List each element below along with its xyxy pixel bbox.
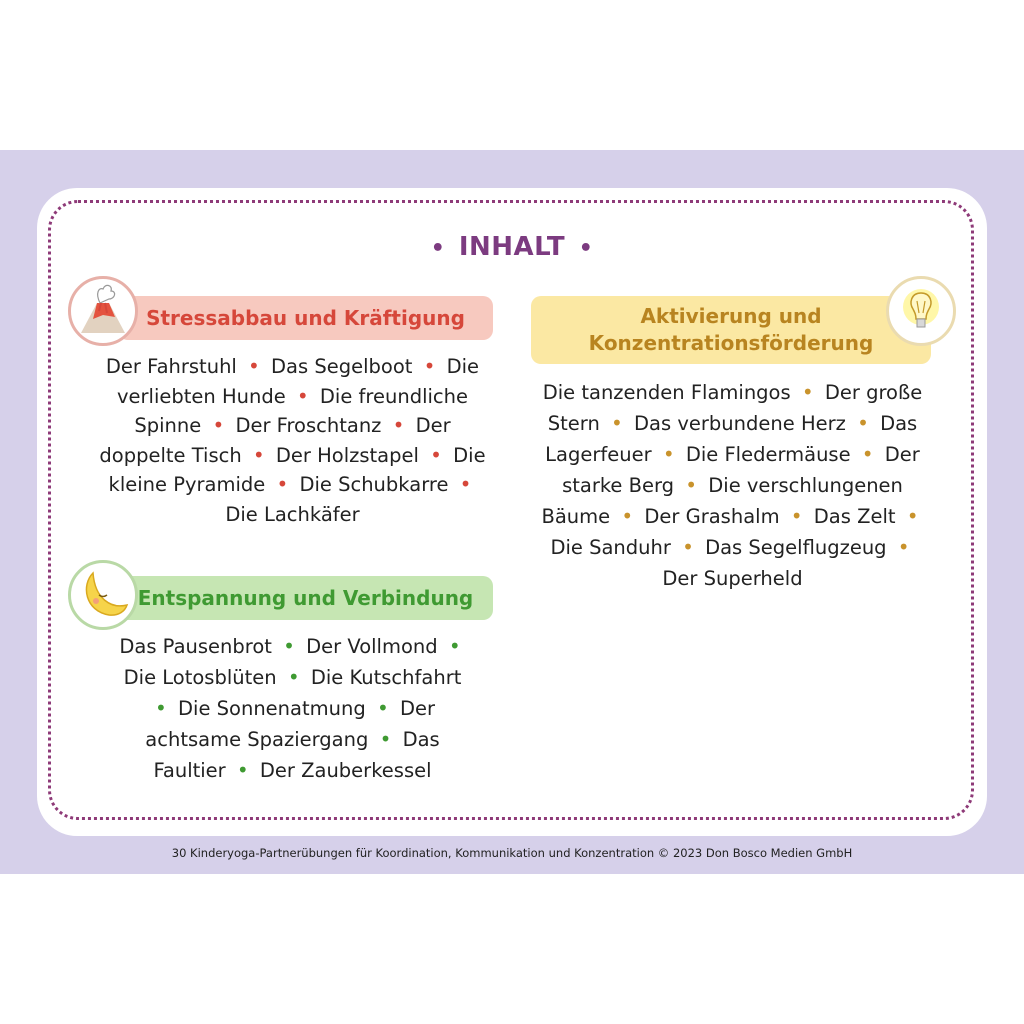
exercise-item: Die Lotosblüten xyxy=(123,666,277,689)
title-dot-right: • xyxy=(578,236,594,261)
bullet-separator: • xyxy=(287,665,300,689)
exercise-item: Die verschlungenen Bäume xyxy=(541,474,903,528)
bullet-separator: • xyxy=(283,634,295,658)
exercise-item: Die Schubkarre xyxy=(299,473,449,496)
bullet-separator: • xyxy=(662,442,675,466)
page-title xyxy=(0,232,1024,262)
section-heading-activate-line2: Konzentrationsförderung xyxy=(588,331,874,355)
bullet-separator: • xyxy=(611,411,623,435)
bullet-separator: • xyxy=(392,413,405,437)
bullet-separator: • xyxy=(906,504,919,528)
exercise-item: Der starke Berg xyxy=(562,443,920,497)
exercise-item: Das Segelboot xyxy=(271,355,413,378)
section-items-stress xyxy=(95,352,490,529)
bullet-separator: • xyxy=(430,442,442,467)
bullet-separator: • xyxy=(897,535,910,559)
bullet-separator: • xyxy=(857,411,869,435)
exercise-item: Der doppelte Tisch xyxy=(99,414,451,467)
exercise-item: Der Superheld xyxy=(662,567,803,590)
bullet-separator: • xyxy=(252,442,265,467)
exercise-item: Der Zauberkessel xyxy=(259,759,432,782)
bullet-separator: • xyxy=(621,504,634,528)
exercise-item: Die Lachkäfer xyxy=(225,502,360,526)
bullet-separator: • xyxy=(155,696,167,720)
exercise-item: Das Faultier xyxy=(153,728,440,782)
moon-icon xyxy=(68,560,138,630)
title-dot-left: • xyxy=(430,236,446,261)
bullet-separator: • xyxy=(861,442,874,466)
exercise-item: Die kleine Pyramide xyxy=(108,443,486,496)
exercise-item: Das verbundene Herz xyxy=(634,412,846,435)
section-items-activate xyxy=(540,377,925,594)
exercise-item: Der Froschtanz xyxy=(235,414,382,437)
section-heading-activate-line1: Aktivierung und xyxy=(640,304,822,328)
section-heading-relax: Entspannung und Verbindung xyxy=(118,576,493,620)
footer-copyright: 30 Kinderyoga-Partnerübungen für Koordination, Kommunikation und Konzentration © 2023 Don Bosco Medien GmbH xyxy=(171,846,853,860)
exercise-item: Die freundliche Spinne xyxy=(134,384,469,437)
bullet-separator: • xyxy=(448,634,461,658)
bullet-separator: • xyxy=(236,758,249,782)
bullet-separator: • xyxy=(379,727,392,751)
lightbulb-icon xyxy=(886,276,956,346)
section-heading-activate xyxy=(531,296,931,364)
bullet-separator: • xyxy=(212,413,225,437)
volcano-icon xyxy=(68,276,138,346)
exercise-item: Das Pausenbrot xyxy=(119,635,272,658)
section-items-relax xyxy=(110,631,475,786)
exercise-item: Der Vollmond xyxy=(306,635,438,658)
bullet-separator: • xyxy=(248,354,260,378)
bullet-separator: • xyxy=(685,473,698,497)
exercise-item: Die verliebten Hunde xyxy=(116,355,480,408)
title-text: INHALT xyxy=(458,232,566,262)
bullet-separator: • xyxy=(423,354,436,378)
exercise-item: Das Lagerfeuer xyxy=(545,412,918,466)
exercise-item: Der Grashalm xyxy=(644,505,780,528)
exercise-item: Der große Stern xyxy=(547,381,923,435)
exercise-item: Das Zelt xyxy=(813,505,896,528)
exercise-item: Der achtsame Spaziergang xyxy=(145,697,435,751)
bullet-separator: • xyxy=(459,472,472,496)
bullet-separator: • xyxy=(296,383,309,408)
exercise-item: Die Fledermäuse xyxy=(685,443,851,466)
section-heading-stress: Stressabbau und Kräftigung xyxy=(118,296,493,340)
exercise-item: Die Kutschfahrt xyxy=(310,666,462,689)
exercise-item: Die Sanduhr xyxy=(550,536,671,559)
exercise-item: Die Sonnenatmung xyxy=(178,697,366,720)
exercise-item: Das Segelflugzeug xyxy=(705,536,887,559)
bullet-separator: • xyxy=(276,472,289,496)
bullet-separator: • xyxy=(682,535,694,559)
bullet-separator: • xyxy=(376,696,389,720)
bullet-separator: • xyxy=(790,504,803,528)
exercise-item: Der Holzstapel xyxy=(275,443,419,467)
bullet-separator: • xyxy=(801,380,814,404)
exercise-item: Der Fahrstuhl xyxy=(105,355,237,378)
exercise-item: Die tanzenden Flamingos xyxy=(542,381,791,404)
